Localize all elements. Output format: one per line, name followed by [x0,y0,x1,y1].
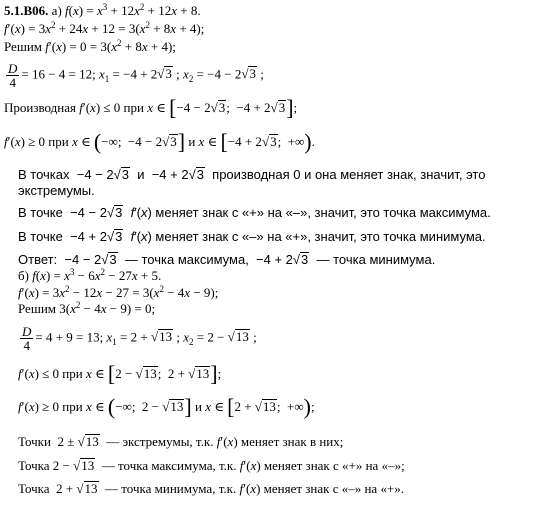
disc-fraction-b: $\frac{D}{4}$ [22,324,32,353]
part-b-max-line: Точка 2 − √ 13 — точка максимума, т.к. f′(x) меняет знак с «+» на «–»; [18,458,550,474]
part-b-discriminant: $\frac{D}{4}$ = 4 + 9 = 13; $x_1 = 2$ + √ 13 ; $x_2 = 2$ − √ 13 ; [18,325,550,352]
part-a-derivative: $f'(x) = 3x^2 + 24x + 12 = 3(x^2 + 8x + 4)$; [4,20,205,36]
part-a-header [4,3,550,19]
part-b-extrema-line: Точки 2 ± √ 13 — экстремумы, т.к. f′(x) меняет знак в них; [18,434,550,450]
part-a-min-line: В точке −4 + 2√ 3 f′(x) меняет знак с «–» на «+», значит, это точка минимума. [18,229,550,245]
part-a-extrema-line2: экстремумы. [18,183,95,198]
part-b-positive-interval: f′(x) ≥ 0 при x ∈ (−∞; 2 − √ 13] и x ∈ [2 + √ 13; +∞); [18,399,550,415]
part-a-function: а) $f(x) = x^3 + 12x^2 + 12x + 8$. [51,2,201,18]
part-a-extrema-line1: В точках −4 − 2√ 3 и −4 + 2√ 3 производная 0 и она меняет знак, значит, это [18,167,550,183]
part-a-solve: Решим $f'(x) = 0 = 3(x^2 + 8x + 4)$; [4,38,176,54]
disc-fraction: $\frac{D}{4}$ [8,61,18,90]
part-a-answer: Ответ: −4 − 2√ 3 — точка максимума, −4 + 2√ 3 — точка минимума. [18,252,550,268]
part-a-positive-interval: f′(x) ≥ 0 при x ∈ (−∞; −4 − 2√ 3] и x ∈ [−4 + 2√ 3; +∞). [4,134,550,150]
part-a-max-line: В точке −4 − 2√ 3 f′(x) меняет знак с «+» на «–», значит, это точка максимума. [18,205,550,221]
part-b-solve: Решим $3(x^2 - 4x - 9) = 0$; [18,300,156,316]
part-b-negative-interval: f′(x) ≤ 0 при x ∈ [2 − √ 13; 2 + √ 13]; [18,366,550,382]
part-a-negative-interval: Производная f′(x) ≤ 0 при x ∈ [−4 − 2√ 3; −4 + 2√ 3]; [4,100,550,116]
part-b-min-line: Точка 2 + √ 13 — точка минимума, т.к. f′(x) меняет знак с «–» на «+». [18,481,550,497]
problem-id: 5.1.В06. [4,3,49,18]
part-b-header: б) $f(x) = x^3 - 6x^2 - 27x + 5$. [18,267,162,283]
part-b-derivative: $f'(x) = 3x^2 - 12x - 27 = 3(x^2 - 4x - 9)$; [18,284,219,300]
part-a-discriminant: $\frac{D}{4}$ = 16 − 4 = 12; $x_1 = -4 + 2√$ 3 ; $x_2 = -4 - 2√$ 3 ; [4,62,550,89]
